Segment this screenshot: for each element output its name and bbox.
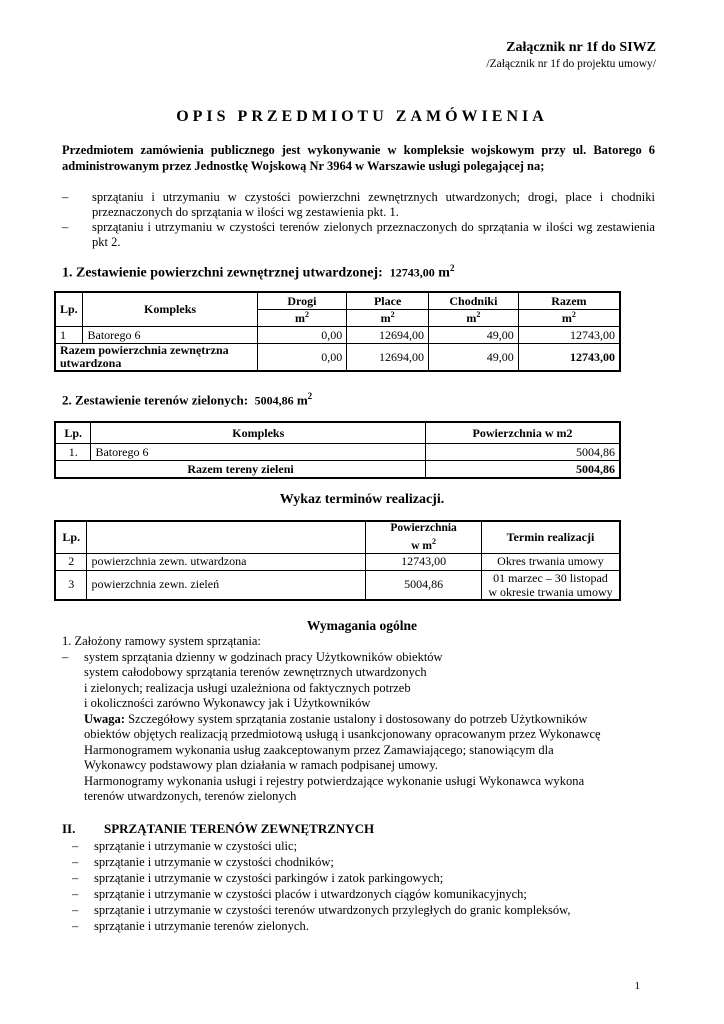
section-ii-title: SPRZĄTANIE TERENÓW ZEWNĘTRZNYCH: [104, 821, 375, 836]
col-lp: Lp.: [55, 422, 91, 444]
text-line: Wykonawcy podstawowy plan działania w ramach podpisanej umowy.: [84, 758, 438, 772]
table-row: [55, 553, 620, 570]
dash-bullet: –: [62, 190, 69, 204]
total-row: [55, 461, 620, 479]
section-ii-heading: [62, 821, 374, 837]
section2-heading: [62, 391, 312, 408]
cell-lp: 3: [55, 570, 87, 600]
cell-lp: 1: [55, 327, 83, 344]
total-label: Razem tereny zieleni: [55, 461, 426, 479]
intro-list: [62, 190, 655, 250]
col-lp: Lp.: [55, 521, 87, 553]
cell-kompleks: Batorego 6: [91, 444, 426, 461]
text-line: obiektów objętych realizacją przedmiotową usługą i usankcjonowany opracowanym przez Wykonawcę: [84, 727, 601, 741]
point-1: 1. Założony ramowy system sprzątania:: [62, 634, 261, 648]
col-termin: Termin realizacji: [481, 521, 620, 553]
cell-drogi: 0,00: [257, 327, 347, 344]
page-number: 1: [634, 980, 640, 992]
col-chodniki: Chodniki: [429, 292, 519, 310]
col-powierzchnia: Powierzchnia w $m^2$: [366, 521, 482, 553]
col-drogi: Drogi: [257, 292, 347, 310]
cell-razem: 12743,00: [518, 327, 620, 344]
cell-termin: Okres trwania umowy: [481, 553, 620, 570]
total-label: Razem powierzchnia zewnętrzna utwardzona: [55, 344, 257, 372]
table-row: [55, 444, 620, 461]
dash-bullet: –: [62, 649, 69, 664]
section2-heading-text: 2. Zestawienie terenów zielonych:: [62, 392, 249, 408]
cell-powierzchnia: 5004,86: [366, 570, 482, 600]
green-table: [54, 421, 621, 479]
cell-powierzchnia: 12743,00: [366, 553, 482, 570]
surface-table: [54, 291, 621, 372]
col-razem: Razem: [518, 292, 620, 310]
total-drogi: 0,00: [257, 344, 347, 372]
total-row: [55, 344, 620, 372]
section-ii-list: [72, 838, 570, 934]
section1-heading: [62, 263, 454, 282]
text-line: system całodobowy sprzątania terenów zewnętrznych utwardzonych: [84, 665, 427, 679]
col-place: Place: [347, 292, 429, 310]
list-item: [62, 190, 655, 220]
section2-unit: m: [296, 392, 308, 408]
section1-value: 12743,00: [389, 265, 435, 280]
total-powierzchnia: 5004,86: [426, 461, 620, 479]
total-chodniki: 49,00: [429, 344, 519, 372]
cell-name: powierzchnia zewn. utwardzona: [87, 553, 366, 570]
list-item: – sprzątanie i utrzymanie w czystości terenów utwardzonych przyległych do granic kompleksów,: [72, 903, 571, 917]
wymagania-heading: Wymagania ogólne: [306, 618, 418, 633]
attachment-label: Załącznik nr 1f do SIWZ: [506, 40, 656, 55]
unit-cell: $m^2$: [518, 310, 620, 327]
list-item: – sprzątanie i utrzymanie w czystości parkingów i zatok parkingowych;: [72, 871, 444, 885]
wymagania-body: [62, 634, 655, 805]
text-line: i okoliczności zarówno Wykonawcy jak i Użytkowników: [84, 696, 371, 710]
list-item: – sprzątanie i utrzymanie w czystości chodników;: [72, 855, 334, 869]
cell-termin: 01 marzec – 30 listopad w okresie trwania umowy: [481, 570, 620, 600]
section2-unit-sup: 2: [307, 391, 313, 401]
deadlines-table: [54, 520, 621, 601]
unit-cell: $m^2$: [429, 310, 519, 327]
section2-value: 5004,86: [254, 393, 294, 408]
col-kompleks: Kompleks: [91, 422, 426, 444]
section1-heading-text: 1. Zestawienie powierzchni zewnętrznej utwardzonej:: [62, 265, 383, 281]
text-line: Harmonogramy wykonania usługi i rejestry potwierdzające wykonanie usługi Wykonawca wykona: [84, 773, 585, 788]
list-item-text: sprzątaniu i utrzymaniu w czystości powierzchni zewnętrznych utwardzonych; drogi, place i chodniki przeznaczonych do sprzątania w ilości wg zestawienia pkt. 1.: [92, 190, 655, 219]
list-item: – sprzątanie i utrzymanie w czystości ulic;: [72, 839, 298, 853]
total-razem: 12743,00: [518, 344, 620, 372]
intro-paragraph: Przedmiotem zamówienia publicznego jest wykonywanie w kompleksie wojskowym przy ul. Batorego 6 administrowanym przez Jednostkę Wojskową Nr 3964 w Warszawie usługi polegającej na;: [62, 143, 655, 173]
list-item: [62, 220, 655, 250]
unit-cell: $m^2$: [347, 310, 429, 327]
uwaga-line: Uwaga: Szczegółowy system sprzątania zostanie ustalony i dostosowany do potrzeb Użytkowników: [84, 711, 588, 726]
dash-bullet: –: [62, 220, 69, 234]
document-title: OPIS PRZEDMIOTU ZAMÓWIENIA: [176, 108, 548, 125]
list-item: – system sprzątania dzienny w godzinach pracy Użytkowników obiektów: [62, 649, 443, 664]
total-place: 12694,00: [347, 344, 429, 372]
table-row: [55, 570, 620, 600]
attachment-sublabel: /Załącznik nr 1f do projektu umowy/: [486, 58, 656, 70]
cell-chodniki: 49,00: [429, 327, 519, 344]
text-line: Harmonogramem wykonania usług zaakceptowanym przez Zamawiającego; stanowiącym dla: [84, 742, 554, 757]
col-lp: Lp.: [55, 292, 83, 327]
text-line: i zielonych; realizacja usługi uzależniona od faktycznych potrzeb: [84, 680, 411, 695]
text-line: terenów utwardzonych, terenów zielonych: [84, 789, 297, 803]
cell-lp: 2: [55, 553, 87, 570]
section1-unit: m: [438, 265, 450, 281]
cell-name: powierzchnia zewn. zieleń: [87, 570, 366, 600]
section1-unit-sup: 2: [449, 263, 455, 273]
col-powierzchnia: Powierzchnia w m2: [426, 422, 620, 444]
section-ii-number: II.: [62, 821, 76, 836]
list-item-text: sprzątaniu i utrzymaniu w czystości terenów zielonych przeznaczonych do sprzątania w ilości wg zestawienia pkt 2.: [92, 220, 655, 249]
cell-kompleks: Batorego 6: [83, 327, 257, 344]
cell-powierzchnia: 5004,86: [426, 444, 620, 461]
list-item: – sprzątanie i utrzymanie terenów zielonych.: [72, 919, 309, 933]
unit-cell: $m^2$: [257, 310, 347, 327]
table-row: [55, 327, 620, 344]
cell-lp: 1.: [55, 444, 91, 461]
cell-place: 12694,00: [347, 327, 429, 344]
col-kompleks: Kompleks: [83, 292, 257, 327]
wykaz-heading: Wykaz terminów realizacji.: [279, 492, 445, 507]
list-item: – sprzątanie i utrzymanie w czystości placów i utwardzonych ciągów komunikacyjnych;: [72, 887, 527, 901]
col-empty: [87, 521, 366, 553]
